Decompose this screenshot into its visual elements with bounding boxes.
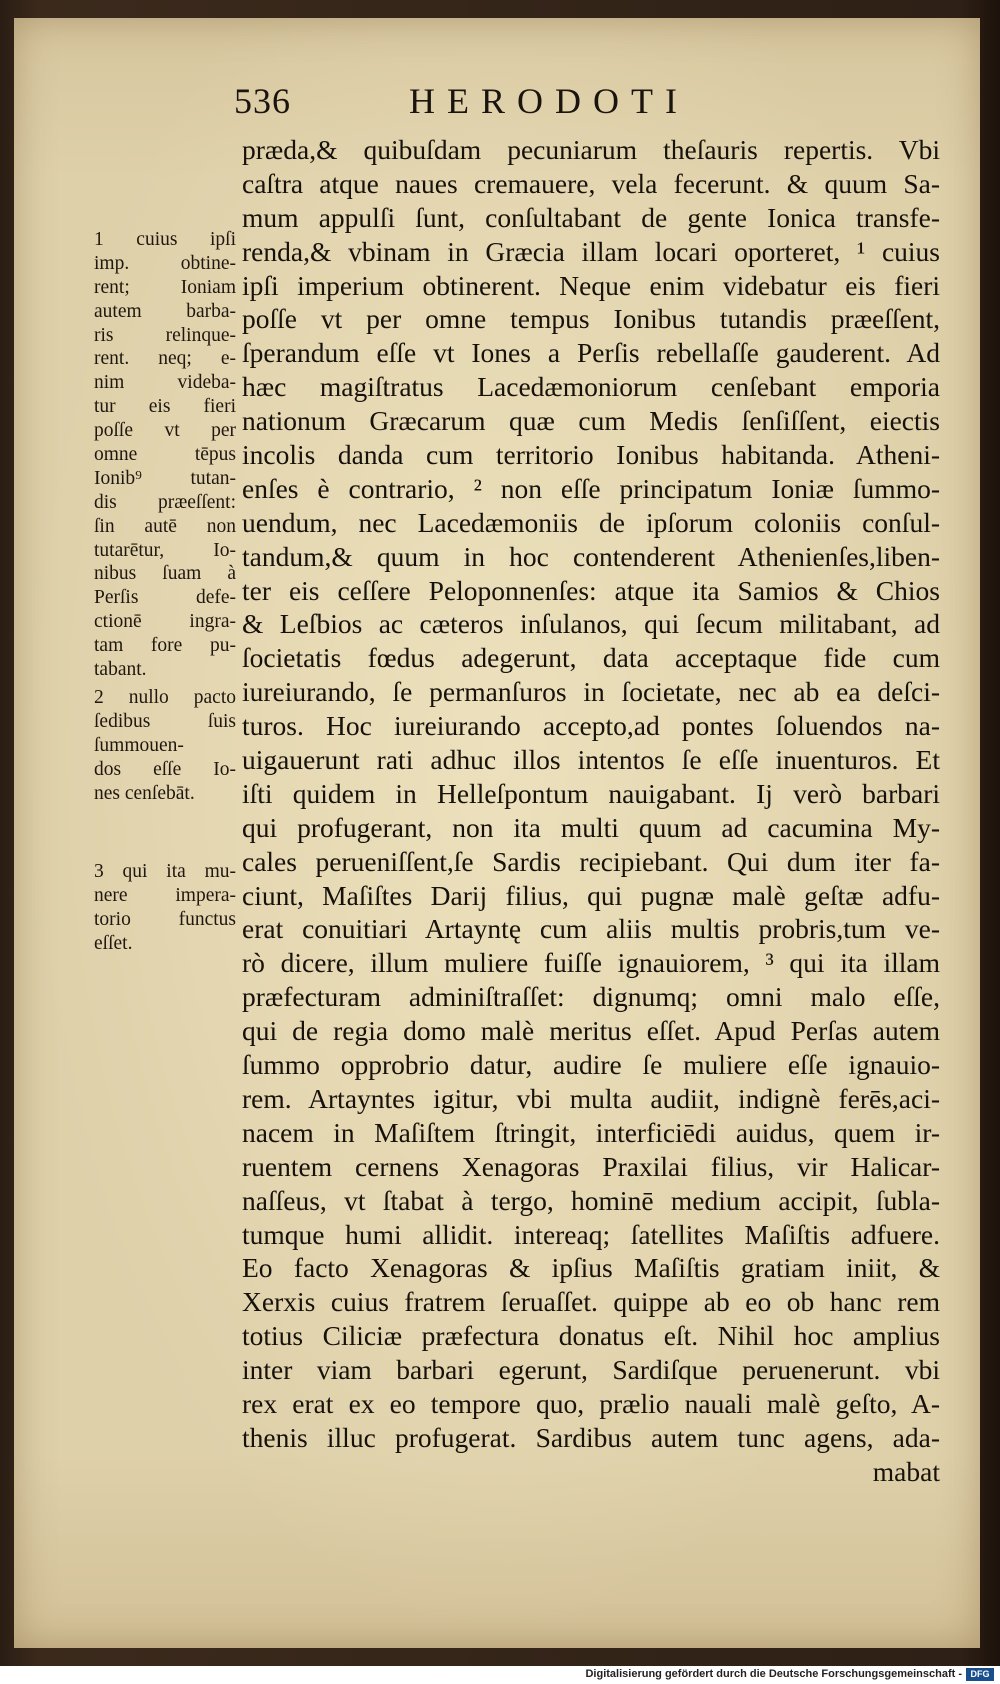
text-line: ſperandum eſſe vt Iones a Perſis rebellaſſe gauderent. Ad [242, 337, 940, 369]
text-line: rex erat ex eo tempore quo, prælio nauali malè geſto, A- [242, 1387, 940, 1419]
running-head [234, 78, 934, 128]
text-line: iſti quidem in Helleſpontum nauigabant. Ij verò barbari [242, 777, 940, 809]
text-line: præfecturam adminiſtraſſet: dignumq; omni malo eſſe, [242, 981, 940, 1013]
text-line: erat conuitiari Artayntę cum aliis multis probris,tum ve- [242, 913, 940, 945]
margin-note [94, 686, 236, 805]
text-line: iureiurando, ſe permanſuros in ſocietate, nec ab ea deſci- [242, 676, 940, 708]
text-line: caſtra atque naues cremauere, vela fecerunt. & quum Sa- [242, 167, 940, 199]
margin-note-line: torio functus [94, 908, 236, 930]
margin-note-line: nim videba- [94, 372, 236, 394]
text-line: mum appulſi ſunt, conſultabant de gente Ionica transfe- [242, 201, 940, 233]
margin-note-line: autem barba- [94, 300, 236, 322]
text-line: rem. Artayntes igitur, vbi multa audiit, indignè ferēs,aci- [242, 1082, 940, 1114]
margin-note-line: ſedibus ſuis [94, 710, 236, 732]
text-line: inter viam barbari egerunt, Sardiſque peruenerunt. vbi [242, 1354, 940, 1386]
margin-note-line: 3 qui ita mu- [94, 861, 236, 882]
text-line: nacem in Maſiſtem ſtringit, interficiēdi auidus, quem ir- [242, 1116, 940, 1148]
margin-note-line: tabant. [94, 659, 147, 681]
text-line: tandum,& quum in hoc contenderent Athenienſes,liben- [242, 540, 940, 572]
margin-note-line: 1 cuius ipſi [94, 229, 236, 250]
margin-note-line: nere impera- [94, 884, 236, 906]
margin-note-line: poſſe vt per [94, 420, 236, 442]
margin-note-line: omne tēpus [94, 444, 236, 466]
margin-note-line: 2 nullo pacto [94, 687, 236, 708]
text-line: Eo facto Xenagoras & ipſius Maſiſtis gratiam iniit, & [242, 1252, 940, 1284]
text-line: ipſi imperium obtinerent. Neque enim videbatur eis fieri [242, 269, 940, 301]
text-line: enſes è contrario, ² non eſſe principatum Ioniæ ſummo- [242, 472, 940, 504]
margin-note-line: tutarētur, Io- [94, 539, 236, 561]
page-number: 536 [234, 81, 291, 121]
text-line: ruentem cernens Xenagoras Praxilai filius, vir Halicar- [242, 1150, 940, 1182]
text-line: incolis danda cum territorio Ionibus habitanda. Atheni- [242, 439, 940, 471]
text-line: renda,& vbinam in Græcia illam locari oporteret, ¹ cuius [242, 235, 940, 267]
text-line: turos. Hoc iureiurando accepto,ad pontes ſoluendos na- [242, 710, 940, 742]
text-line: naſſeus, vt ſtabat à tergo, hominē medium accipit, ſubla- [242, 1184, 940, 1216]
margin-note-line: tam fore pu- [94, 635, 236, 657]
funding-credit: Digitalisierung gefördert durch die Deutsche Forschungsgemeinschaft - [585, 1668, 962, 1680]
text-line: cales perueniſſent,ſe Sardis recipiebant. Qui dum iter fa- [242, 845, 940, 877]
margin-note-line: nibus ſuam à [94, 563, 236, 585]
text-line: rò dicere, illum muliere fuiſſe ignauiorem, ³ qui ita illam [242, 947, 940, 979]
margin-note-line: ſin autē non [94, 515, 236, 537]
running-title: HERODOTI [409, 81, 689, 121]
text-line: qui profugerant, non ita multi quum ad cacumina My- [242, 811, 940, 843]
margin-note-line: tur eis fieri [94, 396, 236, 418]
text-line: & Leſbios ac cæteros inſulanos, qui ſecum militabant, ad [242, 608, 940, 640]
text-line: nationum Græcarum quæ cum Medis ſenſiſſent, eiectis [242, 405, 940, 437]
margin-note-line: Perſis defe- [94, 587, 236, 609]
text-line: uigauerunt rati adhuc illos intentos ſe eſſe inuenturos. Et [242, 744, 940, 776]
margin-note [94, 228, 236, 682]
book-page [14, 18, 980, 1648]
margin-note [94, 860, 236, 956]
margin-note-line: rent. neq; e- [94, 348, 236, 370]
text-line: Xerxis cuius fratrem ſeruaſſet. quippe ab eo ob hanc rem [242, 1286, 940, 1318]
margin-note-line: ſummouen- [94, 734, 184, 756]
text-line: ſummo opprobrio datur, audire ſe muliere eſſe ignauio- [242, 1049, 940, 1081]
margin-note-line: ris relinque- [94, 324, 236, 346]
margin-note-line: imp. obtine- [94, 252, 236, 274]
margin-note-line: eſſet. [94, 932, 133, 954]
dfg-logo: DFG [966, 1668, 994, 1681]
text-line: thenis illuc profugerat. Sardibus autem tunc agens, ada- [242, 1421, 940, 1453]
text-line: ciunt, Maſiſtes Darij filius, qui pugnæ malè geſtæ adfu- [242, 879, 940, 911]
text-line: præda,& quibuſdam pecuniarum theſauris repertis. Vbi [242, 134, 940, 165]
text-line: tumque humi allidit. intereaq; ſatellites Maſiſtis adfuere. [242, 1218, 940, 1250]
margin-note-line: dos eſſe Io- [94, 758, 236, 780]
text-line: ſocietatis fœdus adegerunt, data acceptaque fide cum [242, 642, 940, 674]
text-line: hæc magiſtratus Lacedæmoniorum cenſebant emporia [242, 371, 940, 403]
main-text-block [242, 133, 940, 1489]
text-line: poſſe vt per omne tempus Ionibus tutandis præeſſent, [242, 303, 940, 335]
margin-note-line: Ionib⁹ tutan- [94, 467, 236, 489]
margin-note-line: rent; Ioniam [94, 276, 236, 298]
margin-note-line: dis præeſſent: [94, 491, 236, 513]
text-line: totius Ciliciæ præfectura donatus eſt. Nihil hoc amplius [242, 1320, 940, 1352]
text-line: uendum, nec Lacedæmoniis de ipſorum coloniis conſul- [242, 506, 940, 538]
text-line: mabat [872, 1455, 940, 1487]
margin-note-line: nes cenſebāt. [94, 782, 195, 804]
text-line: ter eis ceſſere Peloponnenſes: atque ita Samios & Chios [242, 574, 940, 606]
text-line: qui de regia domo malè meritus eſſet. Apud Perſas autem [242, 1015, 940, 1047]
margin-note-line: ctionē ingra- [94, 611, 236, 633]
